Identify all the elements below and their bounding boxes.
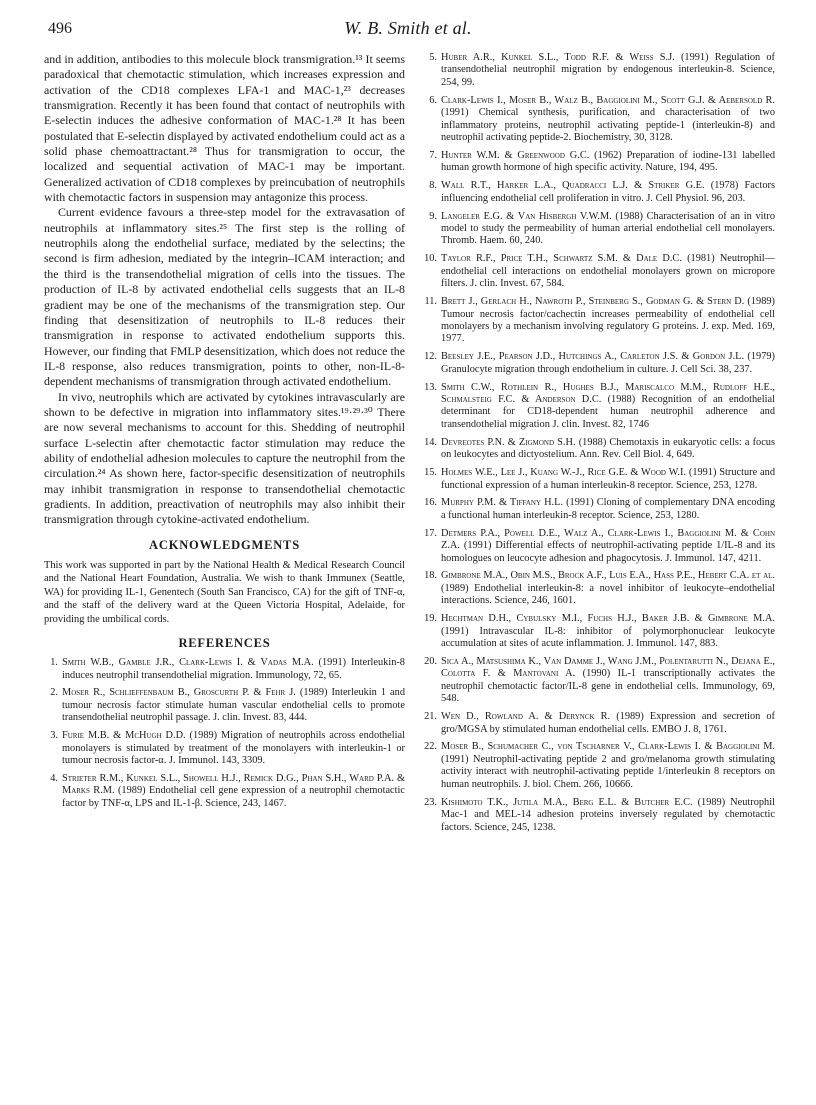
reference-item <box>423 711 775 736</box>
reference-number: 12. <box>424 351 437 363</box>
reference-authors: Huber A.R., Kunkel S.L., Todd R.F. & Weiss S.J. <box>441 52 675 63</box>
reference-text: (1991) Structure and functional expression of a human interleukin-8 receptor. Science, 253, 1278. <box>441 467 775 491</box>
reference-text: (1991) Cloning of complementary DNA encoding a functional human interleukin-8 receptor. Science, 253, 1280. <box>441 497 775 521</box>
reference-text: (1989) Migration of neutrophils across endothelial monolayers is stimulated by treatment of the monolayers with interleukin-1 or tumour necrosis factor-α. J. Immunol. 143, 3309. <box>62 730 405 767</box>
reference-authors: Hunter W.M. & Greenwood G.C. <box>441 149 590 161</box>
reference-number: 20. <box>424 655 437 667</box>
reference-text: (1979) Granulocyte migration through endothelium in culture. J. Cell Sci. 38, 237. <box>441 351 775 375</box>
reference-number: 10. <box>424 253 437 265</box>
reference-number: 13. <box>424 381 437 393</box>
reference-number: 17. <box>424 527 437 539</box>
reference-text: (1991) Differential effects of neutrophil-activating peptide 1/IL-8 and its homologues on leucocyte adhesion and phagocytosis. J. Immunol. 147, 4211. <box>441 540 775 564</box>
reference-text: (1981) Neutrophil—endothelial cell interactions on endothelial monolayers grown on micropore filters. J. clin. Invest. 67, 584. <box>441 253 775 290</box>
reference-text: (1989) Endothelial cell gene expression of a neutrophil chemotactic factor by TNF-α, LPS and IL-1-β. Science, 243, 1467. <box>62 785 405 809</box>
reference-text: (1988) Chemotaxis in eukaryotic cells: a focus on leukocytes and dictyostelium. Ann. Rev. Cell Biol. 4, 649. <box>441 436 776 461</box>
reference-authors: Wall R.T., Harker L.A., Quadracci L.J. & Striker G.E. <box>441 180 705 192</box>
reference-number: 8. <box>429 180 437 192</box>
reference-authors: Langeler E.G. & Van Hisbergh V.W.M. <box>441 210 612 222</box>
reference-text: (1991) Interleukin-8 induces neutrophil transendothelial migration. Immunology, 72, 65. <box>62 657 405 681</box>
reference-authors: Moser B., Schumacher C., von Tscharner V., Clark-Lewis I. & Baggiolini M. <box>441 741 775 753</box>
reference-text: (1989) Expression and secretion of gro/MGSA by stimulated human endothelial cells. EMBO J. 8, 1761. <box>441 711 775 735</box>
acknowledgments-heading: ACKNOWLEDGMENTS <box>149 537 300 552</box>
reference-authors: Devreotes P.N. & Zigmond S.H. <box>441 436 576 448</box>
reference-text: (1991) Intravascular IL-8: inhibitor of polymorphonuclear leukocyte accumulation at sites of acute inflammation. J. Immunol. 147, 883. <box>441 625 775 650</box>
reference-item <box>423 52 775 89</box>
reference-number: 4. <box>50 772 58 784</box>
reference-item <box>423 497 775 522</box>
reference-authors: Beesley J.E., Pearson J.D., Hutchings A., Carleton J.S. & Gordon J.L. <box>441 351 745 363</box>
reference-item <box>423 528 775 565</box>
reference-authors: Kishimoto T.K., Jutila M.A., Berg E.L. & Butcher E.C. <box>441 796 693 808</box>
reference-item <box>423 741 775 791</box>
page-header <box>48 20 768 48</box>
body-paragraph: In vivo, neutrophils which are activated by cytokines intravascularly are shown to be defective in migration into inflammatory sites.¹⁹·²⁹·³⁰ There are now several mechanisms to account for this. Shedding of neutrophil surface L-selectin after chemotactic factor stimulation may reduce the ability of endothelial adhesion molecules to capture the neutrophil from the circulation.²⁴ As shown here, factor-specific desensitization of neutrophils may inhibit transmigration in response to transendothelial chemotactic gradients. In addition, preactivation of neutrophils may also inhibit their transmigration through cytokine-activated endothelium. <box>44 389 405 527</box>
reference-item <box>423 382 775 432</box>
references-list-left <box>44 657 405 810</box>
reference-item <box>423 613 775 650</box>
body-paragraph: and in addition, antibodies to this molecule block transmigration.¹³ It seems paradoxical that chemotactic stimulation, which increases expression and activation of the CD18 complexes LFA-1 and MAC-1,²³ decreases transmigration. Recently it has been found that contact of neutrophils with E-selectin induces the adhesive conformation of MAC-1.²⁸ It has been postulated that E-selectin displayed by activated endothelium could act as a solid phase chemoattractant.²⁸ Thus for transmigration to occur, the localized and sequential activation of MAC-1 may be important. Generalized activation of CD18 complexes by preincubation of neutrophils with chemotactic factors in suspension may antagonize this process. <box>44 52 405 205</box>
reference-text: (1990) IL-1 transcriptionally activates the neutrophil chemotactic factor/IL-8 gene in endothelial cells. Immunology, 69, 548. <box>441 668 775 705</box>
reference-number: 1. <box>50 657 58 669</box>
reference-text: (1989) Endothelial interleukin-8: a novel inhibitor of leukocyte–endothelial interactions. Science, 246, 1601. <box>441 582 775 607</box>
reference-authors: Holmes W.E., Lee J., Kuang W.-J., Rice G.E. & Wood W.I. <box>441 467 687 479</box>
reference-authors: Sica A., Matsushima K., Van Damme J., Wang J.M., Polentarutti N., Dejana E., Colotta F. & Mantovani A. <box>441 655 775 680</box>
reference-item <box>423 351 775 376</box>
reference-number: 18. <box>424 570 437 582</box>
body-paragraph: Current evidence favours a three-step model for the extravasation of neutrophils at inflammatory sites.²⁵ The first step is the rolling of neutrophils along the endothelial surface, mediated by the selectins; the second is firm adhesion, mediated by the integrin–ICAM interaction; and the third is the transendothelial migration of cells into the tissues. The production of IL-8 by activated endothelial cells suggests that an IL-8 gradient may be one of the mechanisms of the transmigration step. Our finding that desensitization of neutrophils to IL-8 reduces their transmigration in response to activated endothelium supports this. However, our finding that FMLP desensitization, which does not reduce the IL-8 response, also reduces transmigration, points to other, non-IL-8-dependent mechanisms of transmigration through activated endothelium. <box>44 205 405 389</box>
reference-item <box>423 180 775 205</box>
reference-text: (1991) Neutrophil-activating peptide 2 and gro/melanoma growth stimulating activity interact with neutrophil-activating peptide 1/interleukin 8 receptors on human neutrophils. J. biol. Chem. 266, 10666. <box>441 753 775 790</box>
reference-authors: Taylor R.F., Price T.H., Schwartz S.M. & Dale D.C. <box>441 253 682 265</box>
reference-authors: Clark-Lewis I., Moser B., Walz B., Baggiolini M., Scott G.J. & Aebersold R. <box>441 94 775 106</box>
reference-number: 3. <box>50 730 58 742</box>
reference-item <box>44 773 405 810</box>
reference-item <box>423 296 775 346</box>
left-column <box>44 52 405 816</box>
reference-authors: Furie M.B. & McHugh D.D. <box>62 730 186 742</box>
reference-number: 14. <box>424 436 437 448</box>
reference-item <box>423 95 775 145</box>
reference-number: 11. <box>424 296 437 308</box>
reference-item <box>423 570 775 607</box>
reference-text: (1989) Interleukin 1 and tumour necrosis factor stimulate human vascular endothelial cells to promote transendothelial neutrophil passage. J. clin. Invest. 83, 444. <box>62 687 405 724</box>
reference-authors: Strieter R.M., Kunkel S.L., Showell H.J., Remick D.G., Phan S.H., Ward P.A. & Marks R.M. <box>62 772 405 797</box>
reference-text: (1989) Neutrophil Mac-1 and MEL-14 adhesion proteins inversely regulated by chemotactic factors. Science, 245, 1238. <box>441 796 775 833</box>
reference-item <box>423 437 775 462</box>
reference-number: 15. <box>424 467 437 479</box>
reference-number: 16. <box>424 497 437 509</box>
reference-authors: Wen D., Rowland A. & Derynck R. <box>441 711 611 723</box>
reference-item <box>44 687 405 724</box>
reference-item <box>423 150 775 175</box>
reference-text: (1989) Tumour necrosis factor/cachectin increases permeability of endothelial cell monolayers by a mechanism involving regulatory G proteins. J. exp. Med. 169, 1977. <box>441 296 775 345</box>
reference-number: 7. <box>429 149 437 161</box>
reference-item <box>423 467 775 492</box>
reference-authors: Brett J., Gerlach H., Nawroth P., Steinberg S., Godman G. & Stern D. <box>441 296 745 308</box>
reference-item <box>423 656 775 706</box>
reference-authors: Hechtman D.H., Cybulsky M.I., Fuchs H.J., Baker J.B. & Gimbrone M.A. <box>441 613 775 625</box>
references-list-right <box>423 52 775 834</box>
reference-number: 23. <box>424 796 437 808</box>
page-number: 496 <box>48 20 72 37</box>
reference-text: (1988) Recognition of an endothelial determinant for CD18-dependent human neutrophil adherence and transendothelial migration J. clin. Invest. 82, 1746 <box>441 394 775 430</box>
reference-text: (1991) Chemical synthesis, purification, and characterisation of two inflammatory proteins, neutrophil activating peptide-1 (interleukin-8) and neutrophil activating peptide-2. Biochemistry, 30, 3128. <box>441 107 775 144</box>
reference-text: (1978) Factors influencing endothelial cell proliferation in vitro. J. Cell Physiol. 96, 203. <box>441 180 775 204</box>
references-heading: REFERENCES <box>178 636 271 651</box>
reference-item <box>44 657 405 682</box>
reference-authors: Murphy P.M. & Tiffany H.L. <box>441 497 564 509</box>
reference-text: (1991) Regulation of transendothelial neutrophil migration by endogenous interleukin-8. Science, 254, 99. <box>441 52 775 88</box>
reference-number: 9. <box>429 210 437 222</box>
reference-text: (1988) Characterisation of an in vitro model to study the permeability of human arterial endothelial cell monolayers. Thromb. Haem. 60, 240. <box>441 210 775 247</box>
reference-item <box>44 730 405 767</box>
reference-number: 2. <box>50 687 58 699</box>
reference-authors: Gimbrone M.A., Obin M.S., Brock A.F., Luis E.A., Hass P.E., Hebert C.A. et al. <box>441 570 775 582</box>
reference-text: (1962) Preparation of iodine-131 labelled human growth hormone of high specific activity. Nature, 194, 495. <box>441 149 775 174</box>
reference-number: 6. <box>429 94 437 106</box>
acknowledgments-text: This work was supported in part by the National Health & Medical Research Council and the National Heart Foundation, Australia. We wish to thank Immunex (Seattle, WA) for providing IL-1, Genentech (South San Francisco, CA) for the gift of TNF-α, and the staff of the delivery ward at the Queen Victoria Hospital, Adelaide, for providing the umbilical cords. <box>44 559 405 625</box>
reference-item <box>423 211 775 248</box>
reference-item <box>423 253 775 290</box>
reference-authors: Moser R., Schlieffenbaum B., Groscurth P. & Fehr J. <box>62 687 296 699</box>
reference-number: 22. <box>424 741 437 753</box>
reference-number: 21. <box>424 711 437 723</box>
reference-number: 5. <box>429 52 437 63</box>
reference-authors: Smith W.B., Gamble J.R., Clark-Lewis I. & Vadas M.A. <box>62 657 314 669</box>
right-column <box>423 52 775 839</box>
reference-item <box>423 797 775 834</box>
running-head: W. B. Smith et al. <box>344 18 472 38</box>
reference-authors: Smith C.W., Rothlein R., Hughes B.J., Mariscalco M.M., Rudloff H.E., Schmalsteig F.C. & Anderson D.C. <box>441 381 775 405</box>
reference-authors: Detmers P.A., Powell D.E., Walz A., Clark-Lewis I., Baggiolini M. & Cohn Z.A. <box>441 527 775 552</box>
reference-number: 19. <box>424 613 437 625</box>
